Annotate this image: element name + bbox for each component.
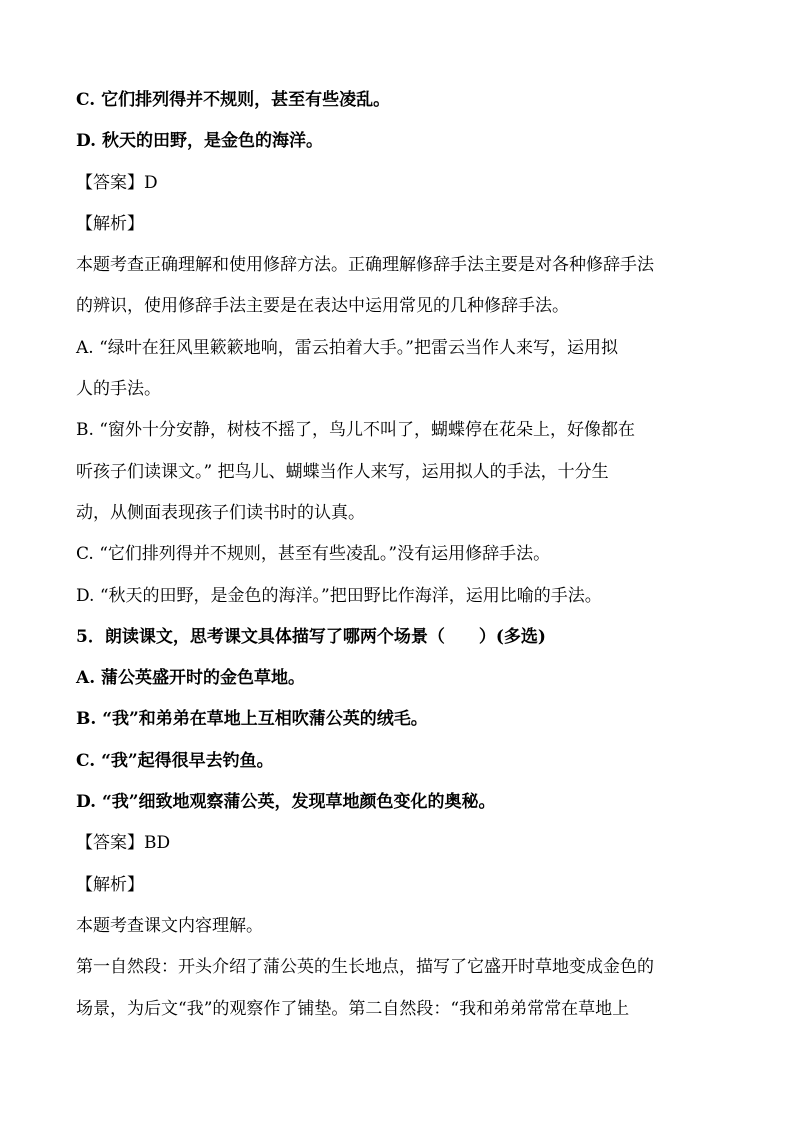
analysis-a-line: 人的手法。 (76, 379, 161, 400)
answer-line: 【答案】BD (76, 833, 171, 854)
analysis-text-line: 本题考查正确理解和使用修辞方法。正确理解修辞手法主要是对各种修辞手法 (76, 255, 654, 276)
question-5-option-d: D. “我”细致地观察蒲公英，发现草地颜色变化的奥秘。 (76, 792, 496, 813)
analysis-text-line: 的辨识，使用修辞手法主要是在表达中运用常见的几种修辞手法。 (76, 296, 569, 317)
analysis-c-line: C. “它们排列得并不规则，甚至有些凌乱。”没有运用修辞手法。 (76, 544, 551, 565)
analysis-text-line: 场景，为后文“我”的观察作了铺垫。第二自然段：“我和弟弟常常在草地上 (76, 998, 630, 1019)
analysis-text-line: 第一自然段：开头介绍了蒲公英的生长地点，描写了它盛开时草地变成金色的 (76, 957, 654, 978)
question-5-option-b: B. “我”和弟弟在草地上互相吹蒲公英的绒毛。 (76, 709, 428, 730)
analysis-text-line: 本题考查课文内容理解。 (76, 915, 263, 936)
analysis-d-line: D. “秋天的田野，是金色的海洋。”把田野比作海洋，运用比喻的手法。 (76, 585, 602, 606)
analysis-heading: 【解析】 (76, 874, 144, 895)
question-5-option-c: C. “我”起得很早去钓鱼。 (76, 750, 274, 771)
document-page (76, 80, 716, 1030)
analysis-b-line: B. “窗外十分安静，树枝不摇了，鸟儿不叫了，蝴蝶停在花朵上，好像都在 (76, 420, 635, 441)
question-5-title: 5．朗读课文，思考课文具体描写了哪两个场景（ ）(多选) (76, 626, 546, 647)
analysis-a-line: A. “绿叶在狂风里簌簌地响，雷云拍着大手。”把雷云当作人来写，运用拟 (76, 337, 618, 358)
option-c-line: C. 它们排列得并不规则，甚至有些凌乱。 (76, 90, 391, 110)
answer-line: 【答案】D (76, 172, 158, 193)
analysis-b-line: 动，从侧面表现孩子们读书时的认真。 (76, 502, 365, 523)
analysis-b-line: 听孩子们读课文。” 把鸟儿、蝴蝶当作人来写，运用拟人的手法，十分生 (76, 461, 609, 482)
analysis-heading: 【解析】 (76, 213, 144, 234)
question-5-option-a: A. 蒲公英盛开时的金色草地。 (76, 668, 306, 689)
option-d-line: D. 秋天的田野，是金色的海洋。 (76, 131, 323, 152)
